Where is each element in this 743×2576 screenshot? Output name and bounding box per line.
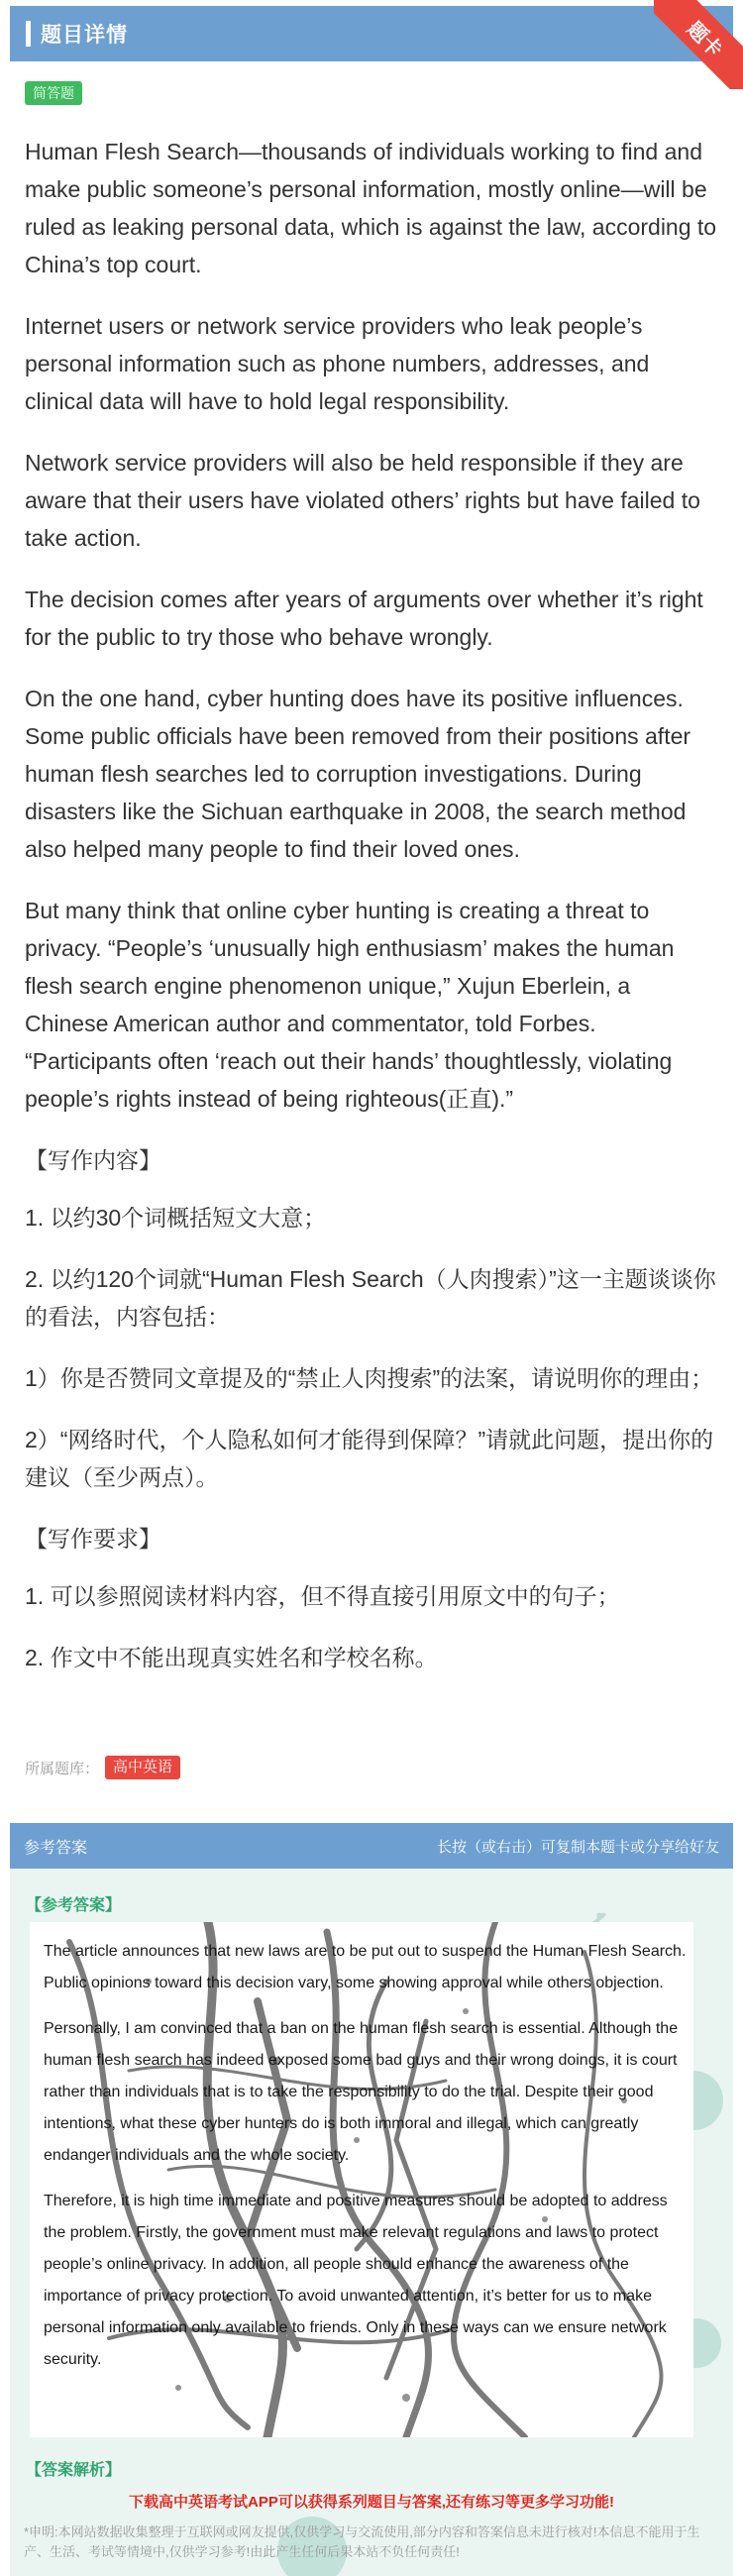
question-card-ribbon[interactable] (654, 0, 743, 89)
page-title: 题目详情 (41, 24, 128, 47)
answer-header (10, 1823, 733, 1869)
detail-header (10, 6, 733, 61)
passage-paragraph: Network service providers will also be held responsible if they are aware that their users have violated others’ rights but have failed to take action. (25, 450, 700, 551)
question-bank-label: 所属题库： (25, 1760, 100, 1777)
writing-requirement-item: 1. 可以参照阅读材料内容，但不得直接引用原文中的句子； (25, 1583, 620, 1609)
writing-requirement-item: 2. 作文中不能出现真实姓名和学校名称。 (25, 1645, 438, 1670)
answer-card (10, 1823, 733, 2576)
writing-content-item: 2）“网络时代，个人隐私如何才能得到保障？”请就此问题，提出你的建议（至少两点）。 (25, 1427, 714, 1490)
ribbon-label: 题卡 (654, 0, 743, 89)
header-accent-bar (26, 21, 31, 47)
reference-answer-label: 【参考答案】 (26, 1897, 122, 1914)
question-bank-tag[interactable]: 高中英语 (105, 1756, 180, 1779)
answer-paragraph: Personally, I am convinced that a ban on the human flesh search is essential. Although the human flesh search has indeed exposed some bad guys and their wrong doings, it is court rather than individuals that is to take the responsibility to do the trial. Despite their good intentions, what these cyber hunters do is both immoral and illegal, which can greatly endanger individuals and the whole society. (44, 2020, 679, 2164)
answer-analysis-label: 【答案解析】 (26, 2462, 122, 2479)
disclaimer-text: *申明:本网站数据收集整理于互联网或网友提供,仅供学习与交流使用,部分内容和答案信息未进行核对!本信息不能用于生产、生活、考试等情境中,仅供学习参考!由此产生任何后果本站不负任何责任! (24, 2524, 700, 2559)
writing-content-item: 1. 以约30个词概括短文大意； (25, 1205, 327, 1231)
obscuring-scribble (30, 1922, 693, 2437)
passage-paragraph: But many think that online cyber hunting is creating a threat to privacy. “People’s ‘unusually high enthusiasm’ makes the human flesh search engine phenomenon unique,” Xujun Eberlein, a Chinese American author and commentator, told Forbes. “Participants often ‘reach out their hands’ thoughtlessly, violating people’s rights instead of being righteous(正直).” (25, 898, 675, 1112)
share-hint[interactable]: 长按（或右击）可复制本题卡或分享给好友 (436, 1838, 719, 1856)
question-type-badge: 简答题 (25, 81, 82, 105)
app-download-link[interactable]: 下载高中英语考试APP可以获得系列题目与答案,还有练习等更多学习功能! (128, 2494, 614, 2511)
answer-paragraph: Therefore, it is high time immediate and positive measures should be adopted to address the problem. Firstly, the government must make relevant regulations and laws to protect people’s online privacy. In addition, all people should enhance the awareness of the importance of privacy protection. To avoid unwanted attention, it’s better for us to make personal information only available to friends. Only in these ways can we ensure network security. (44, 2193, 668, 2368)
writing-content-item: 2. 以约120个词就“Human Flesh Search（人肉搜索）”这一主题谈谈你的看法，内容包括： (25, 1266, 716, 1330)
answer-paragraph: The article announces that new laws are to be put out to suspend the Human Flesh Search. Public opinions toward this decision vary, some showing approval while others objection. (44, 1943, 687, 1991)
question-body (25, 133, 718, 1700)
writing-content-item: 1）你是否赞同文章提及的“禁止人肉搜索”的法案，请说明你的理由； (25, 1365, 714, 1391)
writing-content-heading: 【写作内容】 (25, 1147, 161, 1173)
passage-paragraph: On the one hand, cyber hunting does have its positive influences. Some public officials have been removed from their positions after human flesh searches led to corruption investigations. During disasters like the Sichuan earthquake in 2008, the search method also helped many people to find their loved ones. (25, 686, 691, 862)
reference-answer-image (30, 1922, 693, 2437)
answer-header-title: 参考答案 (24, 1839, 88, 1857)
passage-paragraph: Human Flesh Search—thousands of individuals working to find and make public someone’s personal information, mostly online—will be ruled as leaking personal data, which is against the law, according to China’s top court. (25, 139, 717, 277)
question-bank-row (25, 1756, 180, 1779)
passage-paragraph: The decision comes after years of arguments over whether it’s right for the public to try those who behave wrongly. (25, 587, 703, 650)
writing-requirement-heading: 【写作要求】 (25, 1526, 161, 1552)
passage-paragraph: Internet users or network service providers who leak people’s personal information such as phone numbers, addresses, and clinical data will have to hold legal responsibility. (25, 313, 650, 414)
